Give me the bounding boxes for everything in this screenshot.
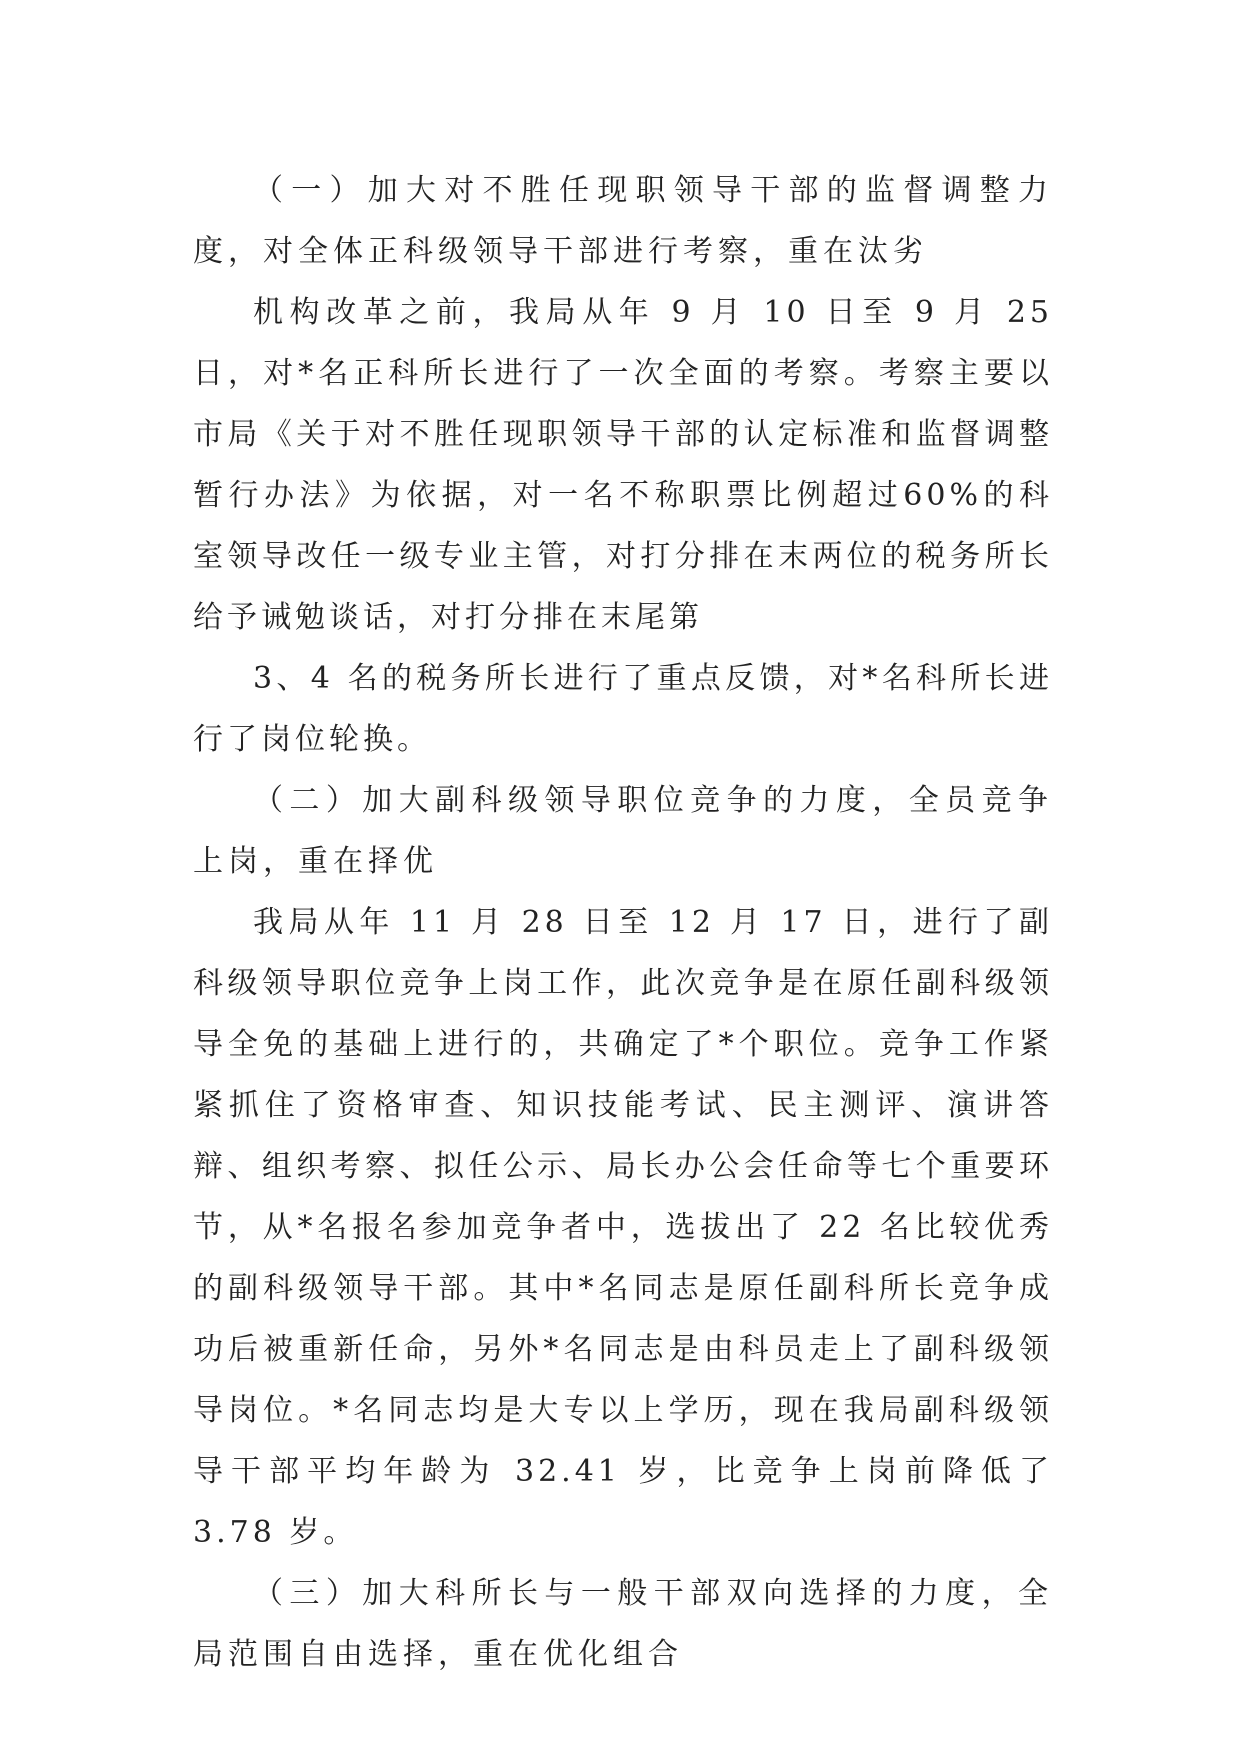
paragraph-section-1-continuation: 3、4 名的税务所长进行了重点反馈，对*名科所长进行了岗位轮换。	[193, 661, 1053, 757]
paragraph-section-2-body: 我局从年 11 月 28 日至 12 月 17 日，进行了副科级领导职位竞争上岗工作，此次竞争是在原任副科级领导全免的基础上进行的，共确定了*个职位。竞争工作紧紧抓住了资格审查、知识技能考试、民主测评、演讲答辩、组织考察、拟任公示、局长办公会任命等七个重要环节，从*名报名参加竞争者中，选拔出了 22 名比较优秀的副科级领导干部。其中*名同志是原任副科所长竞争成功后被重新任命，另外*名同志是由科员走上了副科级领导岗位。*名同志均是大专以上学历，现在我局副科级领导干部平均年龄为 32.41 岁，比竞争上岗前降低了 3.78 岁。	[193, 905, 1053, 1550]
paragraph-section-1-body: 机构改革之前，我局从年 9 月 10 日至 9 月 25 日，对*名正科所长进行了一次全面的考察。考察主要以市局《关于对不胜任现职领导干部的认定标准和监督调整暂行办法》为依据，对一名不称职票比例超过60%的科室领导改任一级专业主管，对打分排在末两位的税务所长给予诫勉谈话，对打分排在末尾第	[193, 295, 1053, 635]
section-heading-3: （三）加大科所长与一般干部双向选择的力度，全局范围自由选择，重在优化组合	[193, 1576, 1053, 1672]
document-body	[193, 160, 1053, 1685]
section-heading-2: （二）加大副科级领导职位竞争的力度，全员竞争上岗，重在择优	[193, 783, 1053, 879]
section-heading-1: （一）加大对不胜任现职领导干部的监督调整力度，对全体正科级领导干部进行考察，重在汰劣	[193, 173, 1053, 269]
